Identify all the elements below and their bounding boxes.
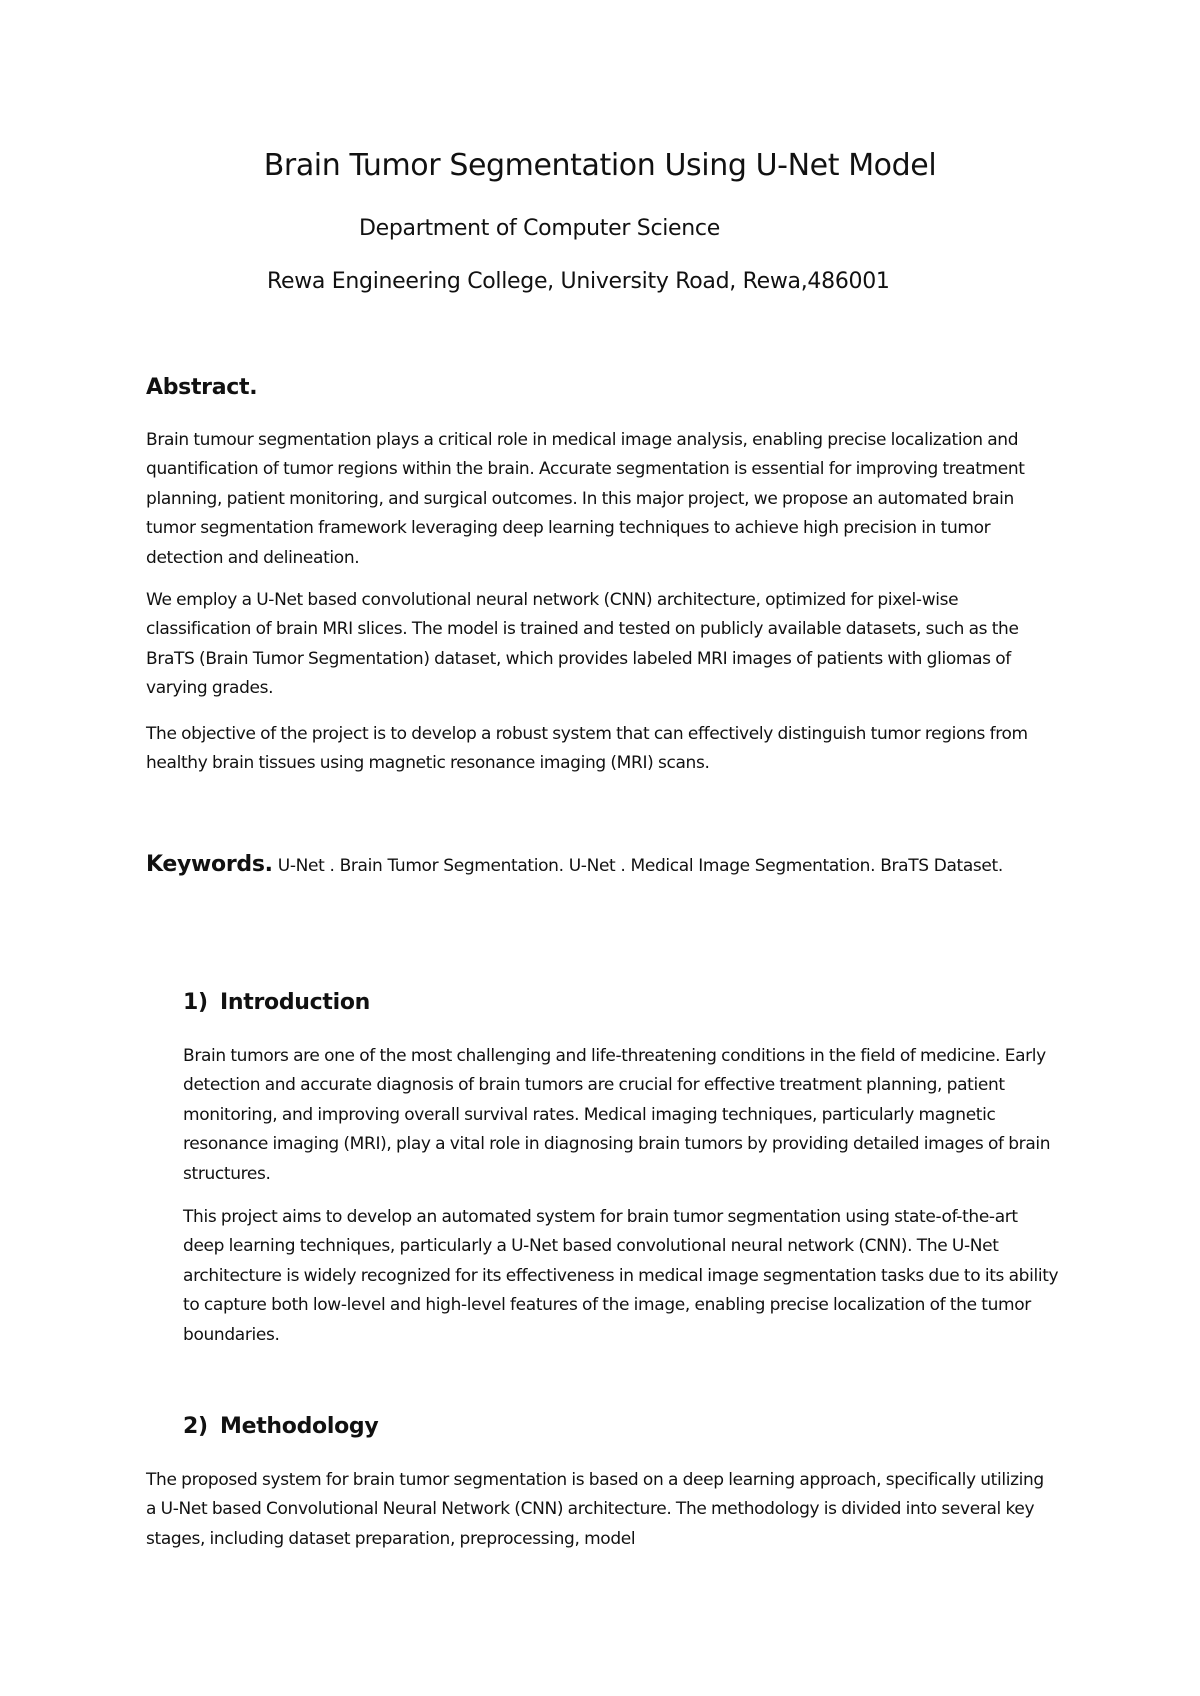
introduction-heading [183,990,370,1015]
introduction-title: Introduction [220,990,371,1015]
abstract-paragraph-1: Brain tumour segmentation plays a critical role in medical image analysis, enabling precise localization and quantification of tumor regions within the brain. Accurate segmentation is essential for improving treatment planning, patient monitoring, and surgical outcomes. In this major project, we propose an automated brain tumor segmentation framework leveraging deep learning techniques to achieve high precision in tumor detection and delineation. [146,430,1025,568]
address-line: Rewa Engineering College, University Road, Rewa,486001 [267,269,890,294]
methodology-number: 2) [183,1414,208,1439]
abstract-paragraph-2: We employ a U-Net based convolutional neural network (CNN) architecture, optimized for pixel-wise classification of brain MRI slices. The model is trained and tested on publicly available datasets, such as the BraTS (Brain Tumor Segmentation) dataset, which provides labeled MRI images of patients with gliomas of varying grades. [146,590,1019,699]
methodology-paragraph-1: The proposed system for brain tumor segmentation is based on a deep learning approach, specifically utilizing a U-Net based Convolutional Neural Network (CNN) architecture. The methodology is divided into several key stages, including dataset preparation, preprocessing, model [146,1470,1044,1549]
introduction-paragraph-1: Brain tumors are one of the most challenging and life-threatening conditions in the field of medicine. Early detection and accurate diagnosis of brain tumors are crucial for effective treatment planning, patient monitoring, and improving overall survival rates. Medical imaging techniques, particularly magnetic resonance imaging (MRI), play a vital role in diagnosing brain tumors by providing detailed images of brain structures. [183,1046,1051,1184]
methodology-title: Methodology [220,1414,379,1439]
introduction-number: 1) [183,990,208,1015]
keywords-block [146,846,1046,885]
keywords-text: U-Net . Brain Tumor Segmentation. U-Net . Medical Image Segmentation. BraTS Dataset. [272,856,1003,876]
introduction-paragraph-2: This project aims to develop an automated system for brain tumor segmentation using state-of-the-art deep learning techniques, particularly a U-Net based convolutional neural network (CNN). The U-Net architecture is widely recognized for its effectiveness in medical image segmentation tasks due to its ability to capture both low-level and high-level features of the image, enabling precise localization of the tumor boundaries. [183,1207,1059,1345]
department-line: Department of Computer Science [359,216,720,241]
keywords-label: Keywords. [146,852,273,877]
methodology-heading [183,1414,378,1439]
paper-title: Brain Tumor Segmentation Using U-Net Model [263,148,937,183]
abstract-paragraph-3: The objective of the project is to develop a robust system that can effectively distinguish tumor regions from healthy brain tissues using magnetic resonance imaging (MRI) scans. [146,724,1028,774]
abstract-heading: Abstract. [146,375,258,400]
